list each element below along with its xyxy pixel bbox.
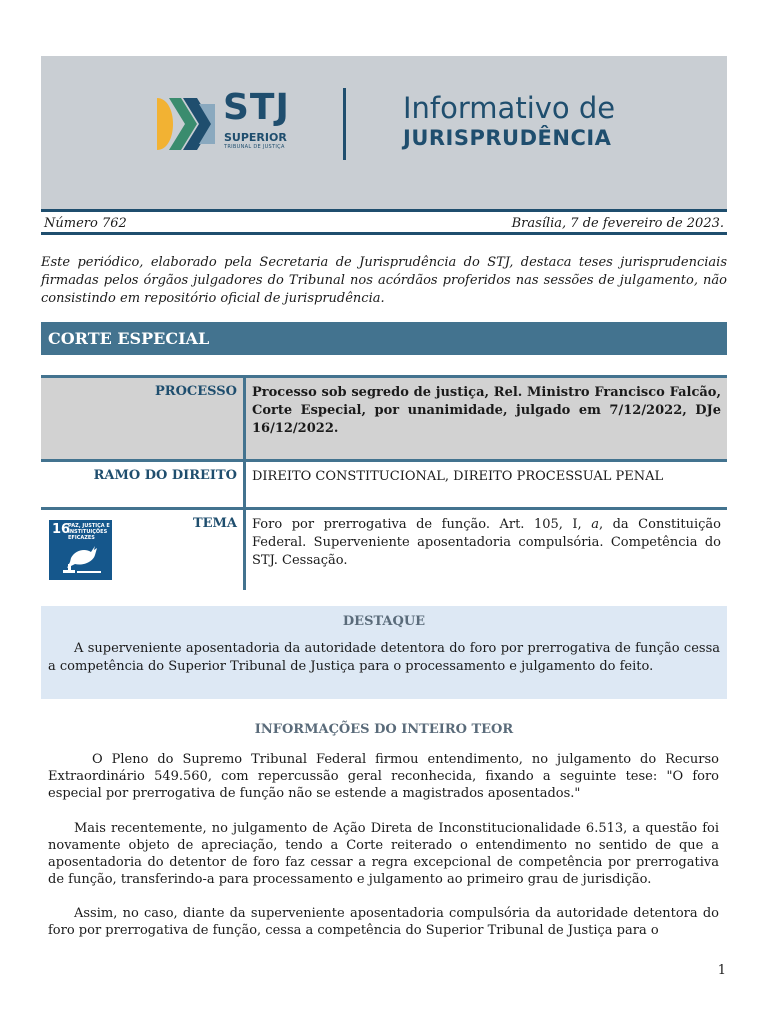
processo-value: Processo sob segredo de justiça, Rel. Ministro Francisco Falcão, Corte Especial, por unanimidade, julgado em 7/12/2022, DJe 16/12/2022.	[252, 385, 721, 436]
ods-label: PAZ, JUSTIÇA E INSTITUIÇÕES EFICAZES	[68, 523, 110, 541]
tema-label-cell	[41, 510, 246, 590]
logo-stj-text: STJ	[223, 87, 290, 128]
stj-logo-icon	[157, 96, 215, 152]
destaque-text: A superveniente aposentadoria da autoridade detentora do foro por prerrogativa de função cessa a competência do Superior Tribunal de Justiça para o processamento e julgamento do feito.	[48, 641, 720, 674]
banner-divider	[343, 88, 346, 160]
intro-paragraph: Este periódico, elaborado pela Secretaria de Jurisprudência do STJ, destaca teses jurisprudenciais firmadas pelos órgãos julgadores do Tribunal nos acórdãos proferidos nas sessões de julgamento, não consistindo em repositório oficial de jurisprudência.	[41, 255, 727, 306]
inteiro-teor-title: INFORMAÇÕES DO INTEIRO TEOR	[254, 722, 514, 737]
inteiro-teor-paragraph-2: Mais recentemente, no julgamento de Ação Direta de Inconstitucionalidade 6.513, a questão foi novamente objeto de apreciação, tendo a Corte reiterado o entendimento no sentido de que a aposentadoria do detentor de foro faz cessar a regra excepcional de competência por prerrogativa de função, transferindo-a para processamento e julgamento ao primeiro grau de jurisdição.	[48, 821, 719, 887]
inteiro-teor-paragraph-3: Assim, no caso, diante da superveniente aposentadoria compulsória da autoridade detentora do foro por prerrogativa de função, cessa a competência do Superior Tribunal de Justiça para o	[48, 906, 719, 938]
case-info-table	[41, 375, 727, 590]
ods-number: 16	[52, 522, 71, 537]
row-tema	[41, 507, 727, 590]
ods-16-badge	[49, 520, 112, 580]
logo-superior-text: SUPERIOR	[224, 131, 287, 144]
tema-text-1: Foro por prerrogativa de função. Art. 105, I,	[252, 517, 592, 532]
destaque-title: DESTAQUE	[342, 614, 426, 629]
ramo-value: DIREITO CONSTITUCIONAL, DIREITO PROCESSUAL PENAL	[252, 469, 664, 484]
tema-text-italic: a	[591, 517, 599, 532]
logo-tribunal-text: TRIBUNAL DE JUSTIÇA	[224, 144, 285, 150]
tema-text-2: , da Constituição Federal. Superveniente aposentadoria compulsória. Competência do STJ. Cessação.	[252, 517, 721, 568]
section-header	[41, 322, 727, 355]
section-title: CORTE ESPECIAL	[48, 329, 210, 348]
ramo-label: RAMO DO DIREITO	[41, 462, 246, 507]
destaque-box	[41, 606, 727, 699]
processo-label: PROCESSO	[41, 378, 246, 459]
row-ramo-do-direito	[41, 459, 727, 507]
issue-number: Número 762	[44, 216, 127, 231]
publication-title: Informativo de	[403, 91, 616, 125]
page-number: 1	[717, 963, 726, 978]
inteiro-teor-paragraph-1: O Pleno do Supremo Tribunal Federal firmou entendimento, no julgamento do Recurso Extraordinário 549.560, com repercussão geral reconhecida, fixando a seguinte tese: "O foro especial por prerrogativa de função não se estende a magistrados aposentados."	[48, 752, 719, 801]
header-banner	[41, 56, 727, 209]
issue-bar	[41, 209, 727, 235]
issue-date: Brasília, 7 de fevereiro de 2023.	[511, 216, 724, 231]
dove-gavel-icon	[57, 542, 105, 576]
tema-label: TEMA	[192, 516, 237, 531]
publication-subtitle: JURISPRUDÊNCIA	[403, 126, 612, 150]
row-processo	[41, 375, 727, 459]
tema-value	[246, 510, 727, 590]
